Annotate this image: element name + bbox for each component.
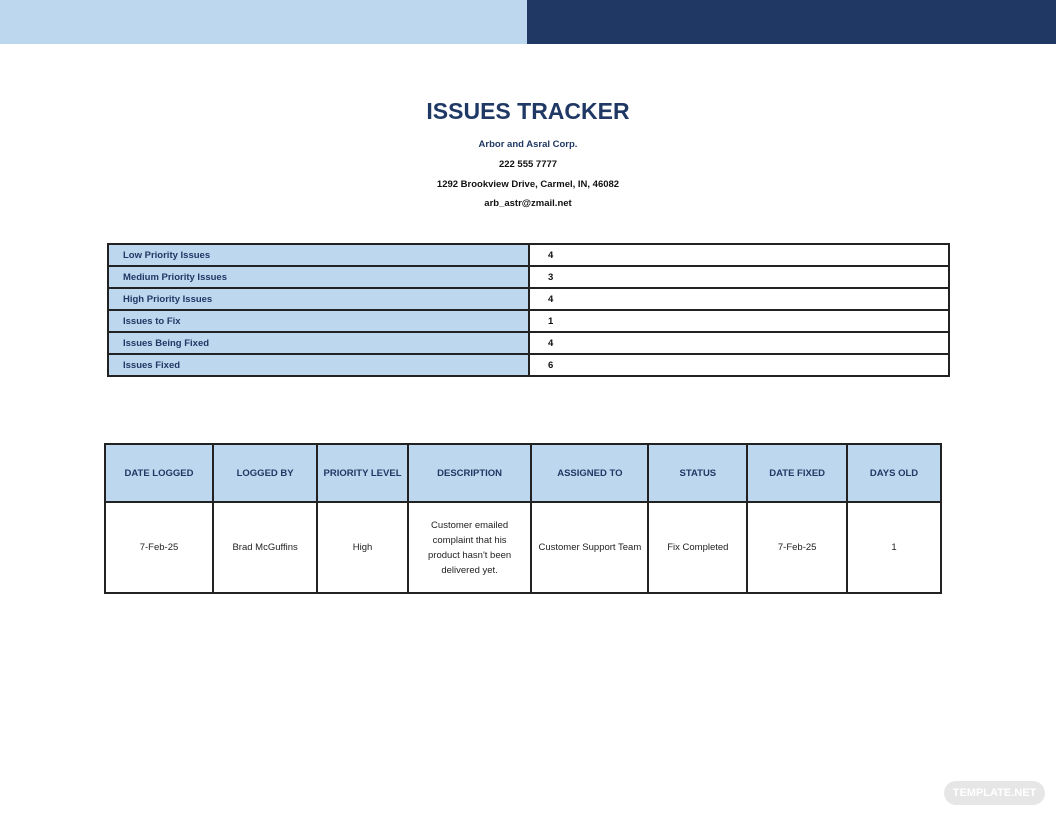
summary-row xyxy=(108,354,949,376)
column-header: PRIORITY LEVEL xyxy=(317,444,408,502)
company-email: arb_astr@zmail.net xyxy=(484,198,572,209)
company-address: 1292 Brookview Drive, Carmel, IN, 46082 xyxy=(436,179,620,190)
table-cell: Customer emailed complaint that his product hasn't been delivered yet. xyxy=(408,502,531,593)
table-row xyxy=(105,502,941,593)
table-cell: High xyxy=(317,502,408,593)
summary-value: 4 xyxy=(529,288,949,310)
summary-value: 3 xyxy=(529,266,949,288)
summary-label: Issues to Fix xyxy=(108,310,529,332)
header-band-light xyxy=(0,0,527,44)
column-header: ASSIGNED TO xyxy=(531,444,648,502)
table-cell: 1 xyxy=(847,502,941,593)
summary-value: 1 xyxy=(529,310,949,332)
watermark-logo: TEMPLATE.NET xyxy=(944,781,1045,805)
summary-value: 6 xyxy=(529,354,949,376)
company-name: Arbor and Asral Corp. xyxy=(478,139,578,150)
table-cell: Brad McGuffins xyxy=(213,502,317,593)
summary-label: Issues Being Fixed xyxy=(108,332,529,354)
summary-row xyxy=(108,266,949,288)
summary-row xyxy=(108,244,949,266)
column-header: DATE LOGGED xyxy=(105,444,213,502)
summary-table xyxy=(107,243,950,377)
summary-value: 4 xyxy=(529,244,949,266)
summary-label: Medium Priority Issues xyxy=(108,266,529,288)
column-header: DESCRIPTION xyxy=(408,444,531,502)
header-band-dark xyxy=(527,0,1056,44)
summary-label: Issues Fixed xyxy=(108,354,529,376)
issues-table xyxy=(104,443,942,594)
table-cell: Customer Support Team xyxy=(531,502,648,593)
summary-row xyxy=(108,288,949,310)
summary-row xyxy=(108,332,949,354)
table-cell: 7-Feb-25 xyxy=(105,502,213,593)
summary-label: High Priority Issues xyxy=(108,288,529,310)
company-phone: 222 555 7777 xyxy=(498,159,558,170)
column-header: LOGGED BY xyxy=(213,444,317,502)
summary-row xyxy=(108,310,949,332)
column-header: DATE FIXED xyxy=(747,444,847,502)
table-cell: Fix Completed xyxy=(648,502,747,593)
table-cell: 7-Feb-25 xyxy=(747,502,847,593)
page-title: ISSUES TRACKER xyxy=(426,98,630,124)
summary-value: 4 xyxy=(529,332,949,354)
column-header: STATUS xyxy=(648,444,747,502)
summary-label: Low Priority Issues xyxy=(108,244,529,266)
column-header: DAYS OLD xyxy=(847,444,941,502)
